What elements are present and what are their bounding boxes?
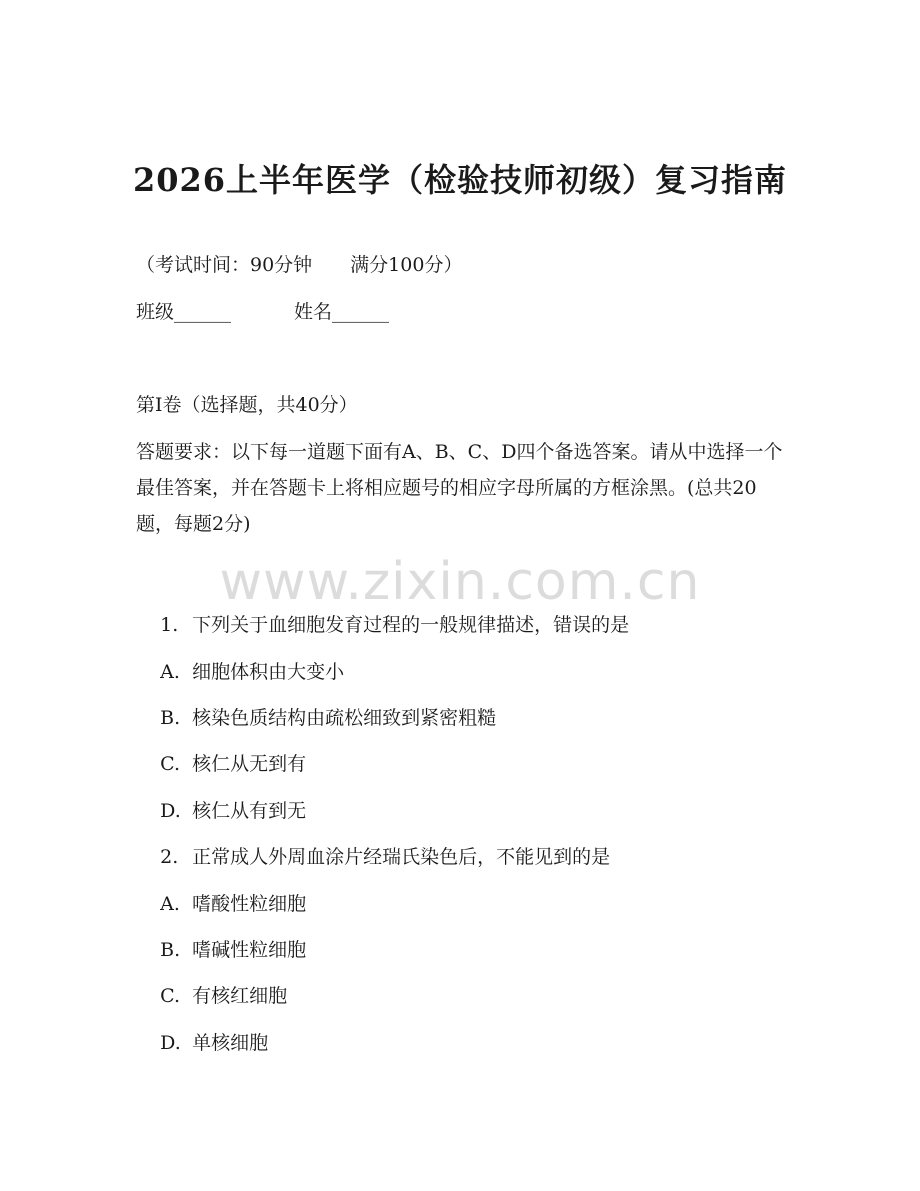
option-letter: D.: [160, 1032, 181, 1054]
option-text: 细胞体积由大变小: [192, 661, 345, 683]
exam-info: （考试时间：90分钟 满分100分）: [136, 254, 463, 276]
question-number: 2.: [160, 846, 179, 868]
option-text: 核染色质结构由疏松细致到紧密粗糙: [192, 707, 497, 729]
question-text: 正常成人外周血涂片经瑞氏染色后，不能见到的是: [192, 846, 611, 868]
option-letter: A.: [160, 893, 180, 915]
instructions: 答题要求：以下每一道题下面有A、B、C、D四个备选答案。请从中选择一个最佳答案，并在答题卡上将相应题号的相应字母所属的方框涂黑。(总共20题，每题2分): [136, 441, 783, 535]
class-field: 班级______: [136, 301, 232, 323]
option-letter: C.: [160, 753, 181, 775]
option-letter: B.: [160, 707, 181, 729]
option-letter: D.: [160, 800, 181, 822]
option-letter: B.: [160, 939, 181, 961]
section-title: 第Ⅰ卷（选择题，共40分）: [136, 394, 358, 416]
question-number: 1.: [160, 614, 179, 636]
option-text: 单核细胞: [192, 1032, 269, 1054]
option-letter: C.: [160, 985, 181, 1007]
watermark: www.zixin.com.cn: [219, 552, 701, 612]
option-text: 嗜碱性粒细胞: [192, 939, 307, 961]
option-text: 嗜酸性粒细胞: [192, 893, 307, 915]
option-text: 核仁从无到有: [192, 753, 307, 775]
document-title: 2026上半年医学（检验技师初级）复习指南: [132, 161, 788, 199]
option-text: 有核红细胞: [192, 985, 288, 1007]
name-field: 姓名______: [294, 301, 390, 323]
question-2-option-d: [136, 1015, 268, 1072]
option-letter: A.: [160, 661, 180, 683]
question-text: 下列关于血细胞发育过程的一般规律描述，错误的是: [192, 614, 630, 636]
option-text: 核仁从有到无: [192, 800, 307, 822]
